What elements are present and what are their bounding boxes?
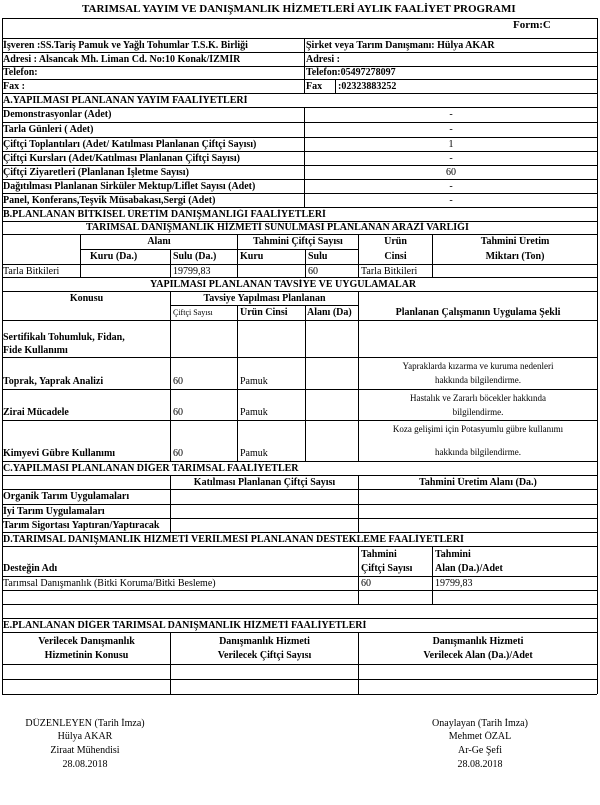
plan-row-urun: Pamuk: [240, 448, 268, 459]
col-d-alan-1: Tahmini: [435, 549, 471, 560]
fax-left: Fax :: [3, 81, 25, 92]
rule: [2, 420, 597, 421]
rule: [335, 79, 336, 93]
rule: [2, 389, 597, 390]
section-a-label: Çiftçi Toplantıları (Adet/ Katılması Planlanan Çiftçi Sayısı): [3, 139, 257, 150]
rule: [2, 618, 597, 619]
rule: [237, 305, 238, 461]
address-left: Adresi : Alsancak Mh. Liman Cd. No:10 Konak/İZMİR: [3, 54, 241, 65]
land-table-title: TARIMSAL DANIŞMANLIK HİZMETİ SUNULMASI PLANLANAN ARAZİ VARLIĞI: [86, 222, 469, 233]
rule: [2, 694, 597, 695]
col-destek: Desteğin Adı: [3, 563, 58, 574]
rule: [2, 291, 597, 292]
page-title: TARIMSAL YAYIM VE DANIŞMANLIK HİZMETLERİ AYLIK FAALİYET PROGRAMI: [82, 3, 516, 15]
plan-row-urun: Pamuk: [240, 376, 268, 387]
signature-right-name: Mehmet ÖZAL: [448, 731, 512, 742]
rule: [304, 38, 305, 93]
land-row-urun: Tarla Bitkileri: [361, 266, 418, 277]
address-right: Adresi :: [306, 54, 340, 65]
section-e-title: E.PLANLANAN DİĞER TARIMSAL DANIŞMANLIK HİZMETİ FAALİYETLERİ: [3, 620, 367, 631]
section-a-label: Çiftçi Ziyaretleri (Planlanan İşletme Sayısı): [3, 167, 189, 178]
section-a-label: Panel, Konferans,Teşvik Müsabakası,Sergi (Adet): [3, 195, 216, 206]
signature-left-title: Ziraat Mühendisi: [50, 745, 120, 756]
col-e-3b: Verilecek Alan (Da.)/Adet: [423, 650, 533, 661]
plan-row-urun: Pamuk: [240, 407, 268, 418]
col-uretim-1: Tahmini Üretim: [480, 236, 550, 247]
col-sulu: Sulu (Da.): [173, 251, 217, 262]
rule: [305, 305, 306, 461]
section-a-label: Demonstrasyonlar (Adet): [3, 109, 112, 120]
company: Şirket veya Tarım Danışmanı: Hülya AKAR: [306, 40, 495, 51]
rule: [2, 122, 597, 123]
section-a-title: A.YAPILMASI PLANLANAN YAYIM FAALİYETLERİ: [3, 95, 248, 106]
rule: [305, 249, 306, 277]
rule: [2, 234, 597, 235]
col-kuru-2: Kuru: [240, 251, 264, 262]
rule: [2, 546, 597, 547]
plan-row-sekil-2: hakkında bilgilendirme.: [435, 375, 521, 385]
section-a-value: -: [449, 109, 453, 120]
col-tavsiye: Tavsiye Yapılması Planlanan: [203, 293, 326, 304]
frame-right: [597, 18, 598, 694]
rule: [2, 590, 597, 591]
rule: [2, 504, 597, 505]
col-katilma: Katılması Planlanan Çiftçi Sayısı: [193, 477, 336, 488]
plan-row-ciftci: 60: [173, 376, 183, 387]
section-d-row-label: Tarımsal Danışmanlık (Bitki Koruma/Bitki Besleme): [3, 578, 216, 589]
plan-row-konu: Zirai Mücadele: [3, 407, 69, 418]
signature-right-role: Onaylayan (Tarih İmza): [432, 718, 528, 729]
col-alani: Alanı (Da): [307, 307, 352, 318]
fax-right-label: Fax: [306, 81, 323, 92]
land-row-label: Tarla Bitkileri: [3, 266, 60, 277]
col-uretim-alani: Tahmini Üretim Alanı (Da.): [419, 477, 537, 488]
col-uretim-2: Miktarı (Ton): [485, 251, 545, 262]
rule: [2, 532, 597, 533]
rule: [2, 52, 597, 53]
signature-right-date: 28.08.2018: [457, 759, 503, 770]
plan-row-sekil-2: bilgilendirme.: [452, 407, 504, 417]
col-d-alan-2: Alan (Da.)/Adet: [435, 563, 503, 574]
rule: [2, 107, 597, 108]
rule: [2, 137, 597, 138]
rule: [80, 249, 358, 250]
col-tahmini-ciftci: Tahmini Çiftçi Sayısı: [253, 236, 343, 247]
rule: [2, 320, 597, 321]
rule: [2, 193, 597, 194]
section-c-title: C.YAPILMASI PLANLANAN DİĞER TARIMSAL FAALİYETLER: [3, 463, 299, 474]
rule: [2, 66, 597, 67]
plan-row-konu: Kimyevi Gübre Kullanımı: [3, 448, 116, 459]
col-konusu: Konusu: [69, 293, 104, 304]
rule: [2, 475, 597, 476]
plan-row-sekil: Hastalık ve Zararlı böcekler hakkında: [410, 393, 546, 403]
rule: [432, 546, 433, 604]
col-e-3a: Danışmanlık Hizmeti: [432, 636, 524, 647]
signature-right-title: Ar-Ge Şefi: [458, 745, 502, 756]
section-a-label: Tarla Günleri ( Adet): [3, 124, 94, 135]
rule: [2, 179, 597, 180]
rule: [2, 679, 597, 680]
section-a-value: 1: [448, 139, 454, 150]
col-kuru: Kuru (Da.): [90, 251, 138, 262]
signature-left-role: DÜZENLEYEN (Tarih İmza): [25, 718, 145, 729]
rule: [2, 264, 597, 265]
rule: [170, 305, 358, 306]
section-c-row: Tarım Sigortası Yaptıran/Yaptıracak: [3, 520, 160, 531]
rule: [2, 207, 597, 208]
rule: [2, 93, 597, 94]
section-c-row: Organik Tarım Uygulamaları: [3, 491, 130, 502]
signature-left-name: Hülya AKAR: [57, 731, 113, 742]
col-alan: Alanı: [147, 236, 171, 247]
section-c-row: İyi Tarım Uygulamaları: [3, 506, 105, 517]
section-a-label: Dağıtılması Planlanan Sirküler Mektup/Liflet Sayısı (Adet): [3, 181, 256, 192]
col-urun-1: Ürün: [384, 236, 407, 247]
rule: [2, 632, 597, 633]
rule: [2, 664, 597, 665]
rule: [2, 576, 597, 577]
land-row-sulu: 19799,83: [173, 266, 211, 277]
plan-row-ciftci: 60: [173, 448, 183, 459]
plan-row-sekil: Koza gelişimi için Potasyumlu gübre kullanımı: [392, 424, 564, 434]
col-sulu-2: Sulu: [308, 251, 328, 262]
col-d-ciftci-1: Tahmini: [361, 549, 397, 560]
plan-row-konu: Toprak, Yaprak Analizi: [3, 376, 104, 387]
rule: [2, 489, 597, 490]
col-urun-cinsi: Ürün Cinsi: [240, 307, 288, 318]
rule: [2, 357, 597, 358]
rule: [2, 604, 597, 605]
section-d-row-ciftci: 60: [361, 578, 371, 589]
section-a-value: 60: [446, 167, 456, 178]
rule: [2, 79, 597, 80]
rule: [170, 291, 171, 461]
section-a-value: -: [449, 195, 453, 206]
col-e-2a: Danışmanlık Hizmeti: [219, 636, 310, 647]
col-urun-2: Cinsi: [384, 251, 407, 262]
phone-left: Telefon:: [3, 67, 38, 78]
rule: [358, 546, 359, 604]
section-d-title: D.TARIMSAL DANIŞMANLIK HİZMETİ VERİLMESİ PLANLANAN DESTEKLEME FAALİYETLERİ: [3, 534, 464, 545]
rule: [2, 277, 597, 278]
employer: İşveren :SS.Tariş Pamuk ve Yağlı Tohumlar T.S.K. Birliği: [3, 40, 248, 51]
rule: [2, 461, 597, 462]
section-a-value: -: [449, 153, 453, 164]
plan-row-konu: Sertifikalı Tohumluk, Fidan,: [3, 332, 125, 343]
section-a-value: -: [449, 181, 453, 192]
plan-row-sekil: Yapraklarda kızarma ve kuruma nedenleri: [402, 361, 554, 371]
rule: [170, 249, 171, 277]
plan-row-sekil-2: hakkında bilgilendirme.: [435, 447, 521, 457]
plan-row-konu-2: Fide Kullanımı: [3, 345, 68, 356]
rule: [2, 151, 597, 152]
form-code: Form:C: [513, 19, 551, 31]
rule: [2, 165, 597, 166]
frame-top: [2, 18, 597, 19]
section-a-label: Çiftçi Kursları (Adet/Katılması Planlanan Çiftçi Sayısı): [3, 153, 240, 164]
col-e-1a: Verilecek Danışmanlık: [38, 636, 135, 647]
land-row-sulu2: 60: [308, 266, 318, 277]
phone-right: Telefon:05497278097: [306, 67, 396, 78]
section-d-row-alan: 19799,83: [435, 578, 473, 589]
col-e-1b: Hizmetinin Konusu: [44, 650, 129, 661]
fax-right-value: :02323883252: [338, 81, 397, 92]
rule: [2, 518, 597, 519]
section-b-title: B.PLANLANAN BİTKİSEL ÜRETİM DANIŞMANLIĞI FAALİYETLERİ: [3, 209, 326, 220]
col-uygulama: Planlanan Çalışmanın Uygulama Şekli: [395, 307, 561, 318]
signature-left-date: 28.08.2018: [62, 759, 108, 770]
col-ciftci-sayisi: Çiftçi Sayısı: [173, 308, 213, 317]
col-d-ciftci-2: Çiftçi Sayısı: [361, 563, 413, 574]
plan-table-title: YAPILMASI PLANLANAN TAVSİYE VE UYGULAMALAR: [150, 279, 417, 290]
plan-row-ciftci: 60: [173, 407, 183, 418]
section-a-value: -: [449, 124, 453, 135]
col-e-2b: Verilecek Çiftçi Sayısı: [217, 650, 312, 661]
rule: [2, 38, 597, 39]
